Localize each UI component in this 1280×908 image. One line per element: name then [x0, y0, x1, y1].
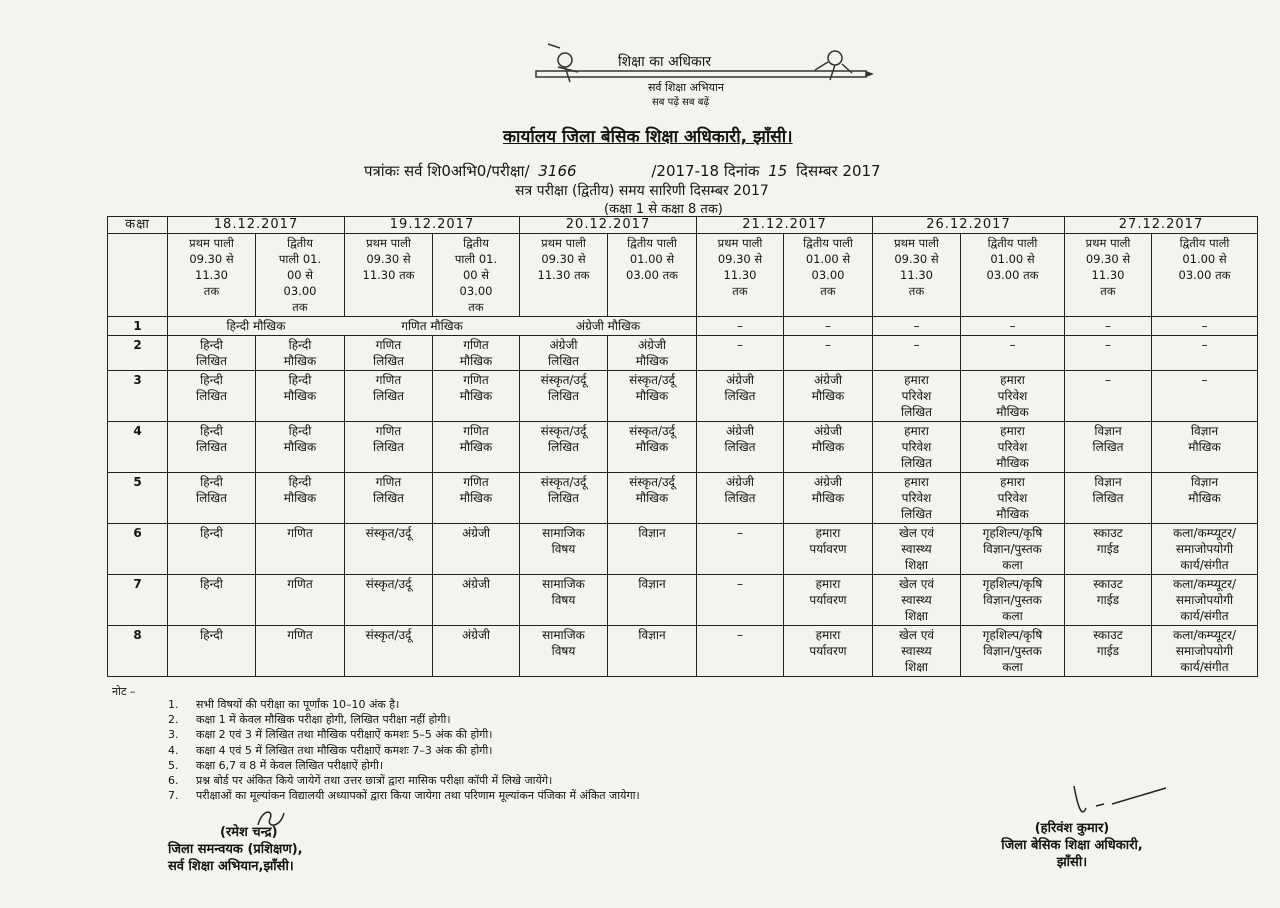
table-cell: गणित लिखित — [345, 473, 433, 524]
signatory-left — [168, 824, 303, 875]
table-row — [108, 524, 1258, 575]
shift-cell: प्रथम पाली 09.30 से 11.30 तक — [697, 234, 784, 317]
table-cell: संस्कृत/उर्दू मौखिक — [608, 422, 697, 473]
date-header: 21.12.2017 — [697, 217, 873, 234]
table-cell: हिन्दी लिखित — [168, 371, 256, 422]
reference-line — [364, 161, 881, 181]
signatory-left-office: सर्व शिक्षा अभियान,झाँसी। — [168, 859, 294, 874]
table-cell: संस्कृत/उर्दू मौखिक — [608, 371, 697, 422]
merged-cell: गणित मौखिक — [345, 317, 520, 336]
table-cell: अंग्रेजी — [433, 626, 520, 677]
table-cell: स्काउट गाईड — [1065, 626, 1152, 677]
table-cell: खेल एवं स्वास्थ्य शिक्षा — [873, 524, 961, 575]
table-cell: कला/कम्प्यूटर/ समाजोपयोगी कार्य/संगीत — [1152, 626, 1258, 677]
note-text: परीक्षाओं का मूल्यांकन विद्यालयी अध्यापकों द्वारा किया जायेगा तथा परिणाम मूल्यांकन पंजिका में अंकित जायेगा। — [196, 789, 640, 803]
note-item — [168, 697, 640, 712]
signatory-right-name: (हरिवंश कुमार) — [1034, 821, 1110, 836]
table-cell: गणित लिखित — [345, 336, 433, 371]
subtitle-classes: (कक्षा 1 से कक्षा 8 तक) — [604, 202, 723, 217]
merged-cell: अंग्रेजी मौखिक — [520, 317, 697, 336]
shift-cell: द्वितीय पाली 01.00 से 03.00 तक — [784, 234, 873, 317]
note-number: 5. — [168, 758, 179, 772]
note-item — [168, 788, 640, 803]
table-cell: अंग्रेजी लिखित — [520, 336, 608, 371]
note-text: कक्षा 1 में केवल मौखिक परीक्षा होगी, लिखित परीक्षा नहीं होगी। — [196, 713, 451, 727]
shift-cell: प्रथम पाली 09.30 से 11.30 तक — [345, 234, 433, 317]
table-cell: हिन्दी लिखित — [168, 336, 256, 371]
table-cell: गणित — [256, 626, 345, 677]
class-label: 6 — [108, 524, 168, 575]
table-cell: गणित — [256, 524, 345, 575]
shifts-row — [108, 234, 1258, 317]
table-cell: अंग्रेजी मौखिक — [784, 371, 873, 422]
table-cell: – — [1065, 371, 1152, 422]
table-cell: हिन्दी — [168, 524, 256, 575]
shift-cell: द्वितीय पाली 01.00 से 03.00 तक — [961, 234, 1065, 317]
note-text: कक्षा 6,7 व 8 में केवल लिखित परीक्षाऐं होगी। — [196, 758, 384, 772]
subtitle: सत्र परीक्षा (द्वितीय) समय सारिणी दिसम्बर 2017 — [515, 183, 769, 199]
table-cell: गणित मौखिक — [433, 473, 520, 524]
table-cell: संस्कृत/उर्दू लिखित — [520, 422, 608, 473]
table-cell: हमारा परिवेश लिखित — [873, 371, 961, 422]
note-item — [168, 773, 640, 788]
note-number: 6. — [168, 774, 179, 788]
table-cell: हिन्दी लिखित — [168, 422, 256, 473]
table-cell: अंग्रेजी मौखिक — [608, 336, 697, 371]
date-header: 26.12.2017 — [873, 217, 1065, 234]
table-cell: अंग्रेजी लिखित — [697, 473, 784, 524]
table-cell: विज्ञान लिखित — [1065, 473, 1152, 524]
note-number: 4. — [168, 743, 179, 757]
table-cell: विज्ञान मौखिक — [1152, 473, 1258, 524]
table-cell: गणित लिखित — [345, 422, 433, 473]
shift-cell: द्वितीय पाली 01.00 से 03.00 तक — [608, 234, 697, 317]
table-cell: – — [1152, 317, 1258, 336]
table-cell: – — [1065, 336, 1152, 371]
table-cell: खेल एवं स्वास्थ्य शिक्षा — [873, 575, 961, 626]
table-cell: अंग्रेजी मौखिक — [784, 422, 873, 473]
date-header: 20.12.2017 — [520, 217, 697, 234]
table-cell: – — [1152, 371, 1258, 422]
shift-cell: प्रथम पाली 09.30 से 11.30 तक — [520, 234, 608, 317]
table-cell: सामाजिक विषय — [520, 626, 608, 677]
ref-prefix: पत्रांकः सर्व शि0अभि0/परीक्षा/ — [364, 162, 530, 180]
table-row — [108, 371, 1258, 422]
table-cell: विज्ञान — [608, 575, 697, 626]
table-cell: गृहशिल्प/कृषि विज्ञान/पुस्तक कला — [961, 626, 1065, 677]
table-cell: गणित मौखिक — [433, 336, 520, 371]
note-number: 7. — [168, 789, 179, 803]
table-cell: सामाजिक विषय — [520, 575, 608, 626]
note-number: 1. — [168, 698, 179, 711]
table-cell: खेल एवं स्वास्थ्य शिक्षा — [873, 626, 961, 677]
class-label: 3 — [108, 371, 168, 422]
ref-month-year: दिसम्बर 2017 — [796, 162, 881, 180]
table-cell: कला/कम्प्यूटर/ समाजोपयोगी कार्य/संगीत — [1152, 524, 1258, 575]
note-item — [168, 758, 640, 773]
shift-cell: प्रथम पाली 09.30 से 11.30 तक — [168, 234, 256, 317]
table-cell: गणित लिखित — [345, 371, 433, 422]
table-row — [108, 575, 1258, 626]
table-cell: सामाजिक विषय — [520, 524, 608, 575]
table-cell: हिन्दी — [168, 626, 256, 677]
logo-program: सर्व शिक्षा अभियान — [648, 81, 724, 94]
note-text: कक्षा 2 एवं 3 में लिखित तथा मौखिक परीक्षाऐं कमशः 5–5 अंक की होगी। — [196, 728, 493, 742]
table-row — [108, 626, 1258, 677]
ref-number: 3166 — [538, 162, 577, 180]
note-item — [168, 712, 640, 727]
table-cell: – — [1152, 336, 1258, 371]
note-item — [168, 727, 640, 742]
signatory-left-name: (रमेश चन्द्र) — [220, 825, 278, 840]
table-cell: गणित मौखिक — [433, 422, 520, 473]
table-cell: हमारा परिवेश लिखित — [873, 422, 961, 473]
table-row — [108, 317, 1258, 336]
table-cell: हिन्दी मौखिक — [256, 422, 345, 473]
shift-cell: द्वितीय पाली 01. 00 से 03.00 तक — [256, 234, 345, 317]
table-cell: गृहशिल्प/कृषि विज्ञान/पुस्तक कला — [961, 524, 1065, 575]
table-cell: अंग्रेजी मौखिक — [784, 473, 873, 524]
table-cell: हमारा परिवेश मौखिक — [961, 422, 1065, 473]
dates-row — [108, 217, 1258, 234]
note-text: कक्षा 4 एवं 5 में लिखित तथा मौखिक परीक्षाऐं कमशः 7–3 अंक की होगी। — [196, 743, 493, 757]
date-header: 19.12.2017 — [345, 217, 520, 234]
signatory-left-designation: जिला समन्वयक (प्रशिक्षण), — [168, 842, 303, 857]
shift-corner — [108, 234, 168, 317]
table-row — [108, 473, 1258, 524]
table-cell: कला/कम्प्यूटर/ समाजोपयोगी कार्य/संगीत — [1152, 575, 1258, 626]
shift-cell: द्वितीय पाली 01. 00 से 03.00 तक — [433, 234, 520, 317]
date-header: 18.12.2017 — [168, 217, 345, 234]
table-cell: गणित — [256, 575, 345, 626]
table-cell: स्काउट गाईड — [1065, 575, 1152, 626]
table-cell: संस्कृत/उर्दू — [345, 524, 433, 575]
table-cell: हमारा परिवेश मौखिक — [961, 473, 1065, 524]
note-text: सभी विषयों की परीक्षा का पूर्णांक 10–10 अंक है। — [196, 698, 400, 711]
table-cell: अंग्रेजी लिखित — [697, 422, 784, 473]
table-cell: हिन्दी मौखिक — [256, 336, 345, 371]
table-cell: अंग्रेजी लिखित — [697, 371, 784, 422]
table-cell: – — [697, 626, 784, 677]
class-label: 7 — [108, 575, 168, 626]
shift-cell: प्रथम पाली 09.30 से 11.30 तक — [873, 234, 961, 317]
class-label: 8 — [108, 626, 168, 677]
class-label: 1 — [108, 317, 168, 336]
ref-day: 15 — [768, 162, 788, 180]
table-cell: विज्ञान लिखित — [1065, 422, 1152, 473]
table-cell: हिन्दी — [168, 575, 256, 626]
note-number: 2. — [168, 713, 179, 727]
table-cell: अंग्रेजी — [433, 575, 520, 626]
notes-label: नोट – — [112, 685, 136, 698]
date-header: 27.12.2017 — [1065, 217, 1258, 234]
table-cell: संस्कृत/उर्दू लिखित — [520, 371, 608, 422]
logo — [530, 40, 875, 110]
table-row — [108, 336, 1258, 371]
signatory-right — [972, 820, 1172, 871]
ref-year: /2017-18 दिनांक — [651, 162, 760, 180]
table-cell: विज्ञान मौखिक — [1152, 422, 1258, 473]
table-cell: – — [961, 317, 1065, 336]
class-label: 4 — [108, 422, 168, 473]
table-cell: – — [784, 317, 873, 336]
table-cell: – — [697, 524, 784, 575]
table-cell: अंग्रेजी — [433, 524, 520, 575]
signatory-right-office: झाँसी। — [1056, 855, 1088, 870]
table-cell: संस्कृत/उर्दू लिखित — [520, 473, 608, 524]
table-cell: विज्ञान — [608, 626, 697, 677]
logo-slogan: शिक्षा का अधिकार — [618, 54, 712, 70]
table-cell: संस्कृत/उर्दू मौखिक — [608, 473, 697, 524]
note-text: प्रश्न बोर्ड पर अंकित किये जायेगें तथा उत्तर छात्रों द्वारा मासिक परीक्षा कॉपी में लिखे जायेंगे। — [196, 774, 553, 788]
table-cell: – — [873, 317, 961, 336]
table-cell: संस्कृत/उर्दू — [345, 575, 433, 626]
office-title: कार्यालय जिला बेसिक शिक्षा अधिकारी, झाँसी। — [503, 127, 793, 147]
table-cell: – — [873, 336, 961, 371]
table-cell: स्काउट गाईड — [1065, 524, 1152, 575]
merged-cell: हिन्दी मौखिक — [168, 317, 345, 336]
table-cell: संस्कृत/उर्दू — [345, 626, 433, 677]
table-cell: हमारा परिवेश मौखिक — [961, 371, 1065, 422]
table-cell: विज्ञान — [608, 524, 697, 575]
note-item — [168, 743, 640, 758]
table-cell: हमारा पर्यावरण — [784, 626, 873, 677]
table-cell: – — [697, 317, 784, 336]
class-label: 2 — [108, 336, 168, 371]
table-cell: हमारा परिवेश लिखित — [873, 473, 961, 524]
signatory-right-designation: जिला बेसिक शिक्षा अधिकारी, — [1001, 838, 1143, 853]
table-row — [108, 422, 1258, 473]
table-cell: – — [961, 336, 1065, 371]
table-cell: हमारा पर्यावरण — [784, 575, 873, 626]
table-cell: हिन्दी लिखित — [168, 473, 256, 524]
notes-list — [168, 697, 640, 803]
table-cell: हमारा पर्यावरण — [784, 524, 873, 575]
table-cell: हिन्दी मौखिक — [256, 371, 345, 422]
shift-cell: प्रथम पाली 09.30 से 11.30 तक — [1065, 234, 1152, 317]
class-rows — [108, 336, 1258, 677]
table-cell: – — [1065, 317, 1152, 336]
table-cell: गृहशिल्प/कृषि विज्ञान/पुस्तक कला — [961, 575, 1065, 626]
exam-timetable — [107, 216, 1258, 677]
class-label: 5 — [108, 473, 168, 524]
table-cell: – — [697, 575, 784, 626]
note-number: 3. — [168, 728, 179, 742]
shift-cell: द्वितीय पाली 01.00 से 03.00 तक — [1152, 234, 1258, 317]
table-cell: – — [697, 336, 784, 371]
logo-motto: सब पढ़ें सब बढ़ें — [652, 97, 710, 108]
table-cell: गणित मौखिक — [433, 371, 520, 422]
table-cell: हिन्दी मौखिक — [256, 473, 345, 524]
table-cell: – — [784, 336, 873, 371]
class-header: कक्षा — [108, 217, 168, 234]
